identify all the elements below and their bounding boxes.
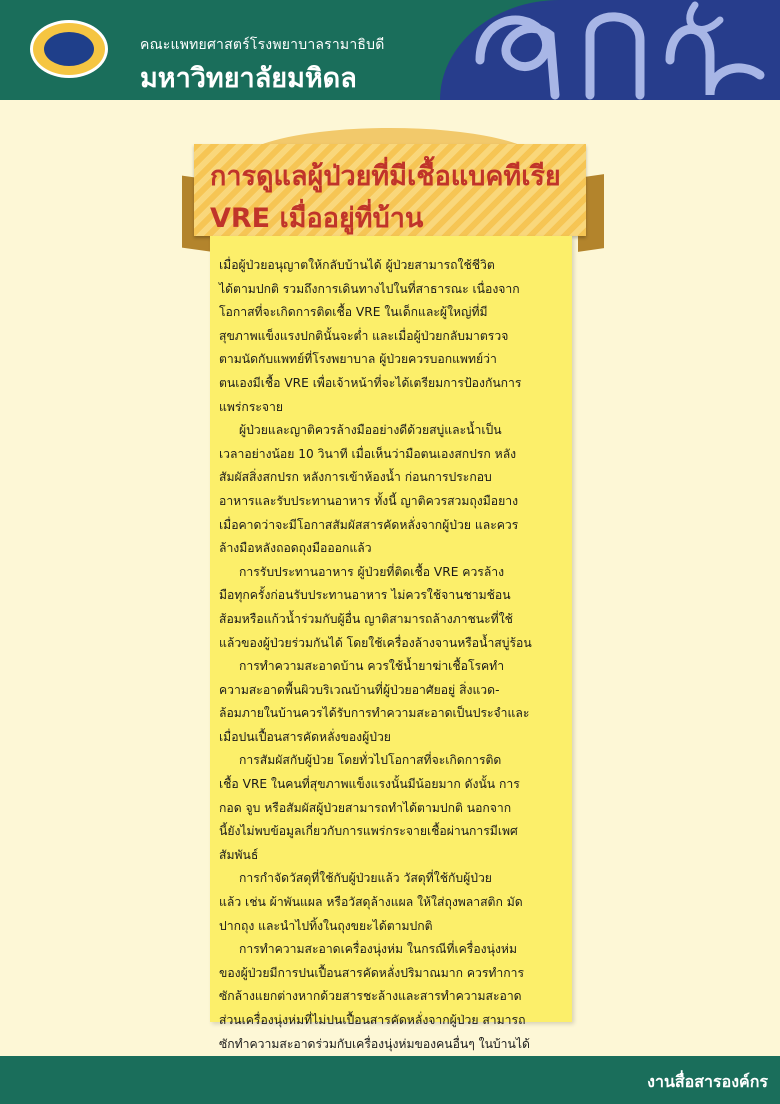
body-line: สุขภาพแข็งแรงปกตินั้นจะต่ำ และเมื่อผู้ป่วยกลับมาตรวจ [219,328,509,343]
header-decoration [440,0,780,100]
body-line: ความสะอาดพื้นผิวบริเวณบ้านที่ผู้ป่วยอาศัยอยู่ สิ่งแวด- [219,682,500,697]
body-line: นี้ยังไม่พบข้อมูลเกี่ยวกับการแพร่กระจายเชื้อผ่านการมีเพศ [219,824,518,839]
body-line: ล้อมภายในบ้านควรได้รับการทำความสะอาดเป็นประจำและ [219,706,530,721]
title-line-1: การดูแลผู้ป่วยที่มีเชื้อแบคทีเรีย [210,161,561,192]
body-line: แล้ว เช่น ผ้าพันแผล หรือวัสดุล้างแผล ให้ใส่ถุงพลาสติก มัด [219,895,523,910]
body-line: ล้างมือหลังถอดถุงมือออกแล้ว [219,541,372,556]
paragraph-start: การรับประทานอาหาร ผู้ป่วยที่ติดเชื้อ VRE ควรล้าง [239,564,505,579]
article-body [219,254,569,1056]
calligraphy-decoration-icon [440,0,780,100]
footer-label: งานสื่อสารองค์กร [647,1072,768,1091]
logo-emblem-icon [42,30,96,68]
body-line: กอด จูบ หรือสัมผัสผู้ป่วยสามารถทำได้ตามปกติ นอกจาก [219,800,512,815]
body-line: แล้วของผู้ป่วยร่วมกันได้ โดยใช้เครื่องล้างจานหรือน้ำสบู่ร้อน [219,635,532,650]
body-line: ส้อมหรือแก้วน้ำร่วมกับผู้อื่น ญาติสามารถล้างภาชนะที่ใช้ [219,611,513,626]
content-panel [210,236,572,1051]
faculty-name: คณะแพทยศาสตร์โรงพยาบาลรามาธิบดี [140,37,385,53]
title-line-2: VRE เมื่ออยู่ที่บ้าน [210,203,424,234]
page-header [0,0,780,100]
body-line: เวลาอย่างน้อย 10 วินาที เมื่อเห็นว่ามือตนเองสกปรก หลัง [219,446,517,461]
body-line: เมื่อผู้ป่วยอนุญาตให้กลับบ้านได้ ผู้ป่วยสามารถใช้ชีวิต [219,258,495,272]
paragraph-start: การสัมผัสกับผู้ป่วย โดยทั่วไปโอกาสที่จะเกิดการติด [239,753,502,768]
body-line: ตนเองมีเชื้อ VRE เพื่อเจ้าหน้าที่จะได้เตรียมการป้องกันการ [219,375,522,390]
body-line: เมื่อปนเปื้อนสารคัดหลั่งของผู้ป่วย [219,729,391,744]
body-line: ได้ตามปกติ รวมถึงการเดินทางไปในที่สาธารณะ เนื่องจาก [219,281,520,296]
title-banner [194,144,586,236]
body-line: เมื่อคาดว่าจะมีโอกาสสัมผัสสารคัดหลั่งจากผู้ป่วย และควร [219,517,519,532]
body-line: มือทุกครั้งก่อนรับประทานอาหาร ไม่ควรใช้จานชามช้อน [219,588,511,603]
body-line: ของผู้ป่วยมีการปนเปื้อนสารคัดหลั่งปริมาณมาก ควรทำการ [219,965,525,980]
body-line: อาหารและรับประทานอาหาร ทั้งนี้ ญาติควรสวมถุงมือยาง [219,493,519,508]
paragraph-start: การกำจัดวัสดุที่ใช้กับผู้ป่วยแล้ว วัสดุที่ใช้กับผู้ป่วย [239,871,492,886]
body-line: สัมพันธ์ [219,847,259,862]
paragraph-start: การทำความสะอาดเครื่องนุ่งห่ม ในกรณีที่เครื่องนุ่งห่ม [239,942,517,957]
body-line: ซักล้างแยกต่างหากด้วยสารชะล้างและสารทำความสะอาด [219,989,522,1004]
paragraph-start: การทำความสะอาดบ้าน ควรใช้น้ำยาฆ่าเชื้อโรคทำ [239,659,505,674]
page-footer [0,1056,780,1104]
paragraph-start: ผู้ป่วยและญาติควรล้างมืออย่างดีด้วยสบู่และน้ำเป็น [239,423,502,438]
body-line: ซักทำความสะอาดร่วมกับเครื่องนุ่งห่มของคนอื่นๆ ในบ้านได้ [219,1036,530,1051]
body-line: ตามนัดกับแพทย์ที่โรงพยาบาล ผู้ป่วยควรบอกแพทย์ว่า [219,352,497,367]
body-line: ส่วนเครื่องนุ่งห่มที่ไม่ปนเปื้อนสารคัดหลั่งจากผู้ป่วย สามารถ [219,1013,526,1027]
body-line: สัมผัสสิ่งสกปรก หลังการเข้าห้องน้ำ ก่อนการประกอบ [219,470,492,485]
body-line: เชื้อ VRE ในคนที่สุขภาพแข็งแรงนั้นมีน้อยมาก ดังนั้น การ [219,777,520,792]
body-line: แพร่กระจาย [219,399,284,414]
body-line: ปากถุง และนำไปทิ้งในถุงขยะได้ตามปกติ [219,918,433,933]
faculty-logo [30,20,108,78]
university-name: มหาวิทยาลัยมหิดล [140,63,357,94]
body-line: โอกาสที่จะเกิดการติดเชื้อ VRE ในเด็กและผู้ใหญ่ที่มี [219,305,488,320]
